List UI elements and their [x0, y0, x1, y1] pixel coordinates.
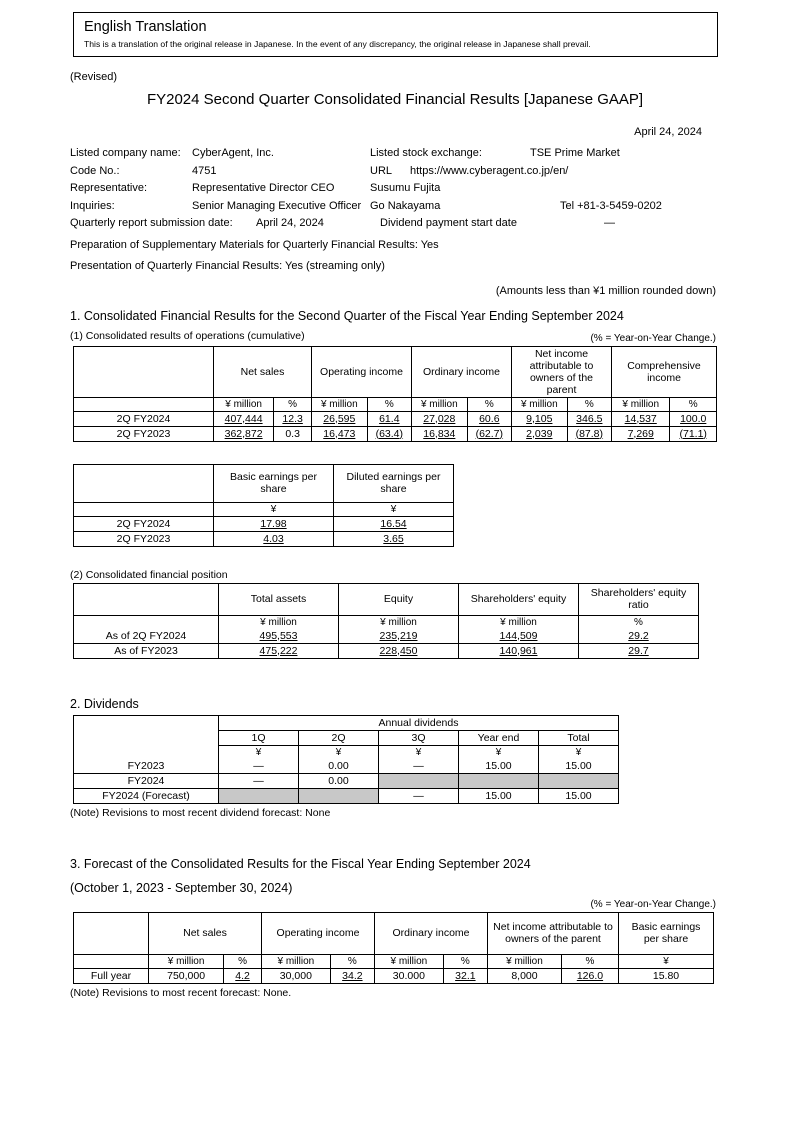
company-info — [70, 145, 720, 276]
unit-blank — [74, 397, 214, 411]
cell-2q: 0.00 — [299, 759, 379, 774]
unit-cell: % — [579, 615, 699, 629]
cell-net-income-pct: 346.5 — [567, 411, 611, 426]
table-unit-row — [74, 615, 699, 629]
col-header-1q: 1Q — [219, 730, 299, 745]
presentation-line: Presentation of Quarterly Financial Results: Yes (streaming only) — [70, 260, 385, 272]
cell-total-assets: 475,222 — [219, 643, 339, 658]
unit-cell: ¥ million — [612, 397, 670, 411]
unit-cell: ¥ million — [312, 397, 368, 411]
inquiries-label: Inquiries: — [70, 199, 115, 212]
table-row — [74, 643, 699, 658]
col-header-total-assets: Total assets — [219, 583, 339, 615]
cell-equity: 228,450 — [339, 643, 459, 658]
cell-net-sales: 362,872 — [214, 426, 274, 441]
section-2-title: 2. Dividends — [70, 696, 139, 711]
col-header-comprehensive-income: Comprehensive income — [612, 346, 717, 397]
cell-net-sales: 407,444 — [214, 411, 274, 426]
cell-net-sales-pct: 12.3 — [274, 411, 312, 426]
inquiries-name: Go Nakayama — [370, 199, 441, 212]
cell-net-income: 9,105 — [512, 411, 568, 426]
col-header-annual-dividends: Annual dividends — [219, 715, 619, 730]
col-header-basic-eps: Basic earnings per share — [214, 464, 334, 502]
unit-cell: ¥ — [459, 745, 539, 759]
company-info-row — [70, 215, 720, 233]
table-row — [74, 759, 619, 774]
col-header-2q: 2Q — [299, 730, 379, 745]
forecast-note: (Note) Revisions to most recent forecast: None. — [70, 986, 292, 999]
cell-operating-income-pct: 61.4 — [367, 411, 411, 426]
table-row — [74, 426, 717, 441]
col-header-basic-eps: Basic earnings per share — [619, 912, 714, 954]
section-1-yoy-note: (% = Year-on-Year Change.) — [590, 332, 716, 344]
cell-3q — [379, 773, 459, 788]
col-header-shareholders-equity: Shareholders' equity — [459, 583, 579, 615]
section-1-sub-2: (2) Consolidated financial position — [70, 568, 228, 581]
cell-shareholders-equity-ratio: 29.7 — [579, 643, 699, 658]
dividend-start-value: — — [604, 217, 615, 229]
row-label: As of FY2023 — [74, 643, 219, 658]
cell-2q: 0.00 — [299, 773, 379, 788]
listed-company-value: CyberAgent, Inc. — [192, 147, 274, 159]
cell-operating-income-pct: 34.2 — [330, 968, 374, 983]
cell-basic-eps: 4.03 — [214, 531, 334, 546]
quarterly-submission-label: Quarterly report submission date: — [70, 217, 233, 229]
page-title: FY2024 Second Quarter Consolidated Financial Results [Japanese GAAP] — [146, 91, 644, 108]
dividend-note: (Note) Revisions to most recent dividend forecast: None — [70, 806, 331, 819]
cell-diluted-eps: 3.65 — [334, 531, 454, 546]
cell-comprehensive-income-pct: (71.1) — [670, 426, 717, 441]
financial-position-table — [73, 583, 699, 659]
unit-cell: ¥ million — [512, 397, 568, 411]
cell-basic-eps: 15.80 — [619, 968, 714, 983]
listed-company-label: Listed company name: — [70, 147, 181, 159]
unit-cell: ¥ million — [149, 954, 224, 968]
table-row — [74, 629, 699, 644]
col-header-blank — [74, 583, 219, 615]
cell-2q — [299, 788, 379, 803]
table-row — [74, 411, 717, 426]
col-header-net-sales: Net sales — [149, 912, 262, 954]
unit-cell: % — [330, 954, 374, 968]
col-header-net-income-parent: Net income attributable to owners of the parent — [512, 346, 612, 397]
col-header-net-income-parent: Net income attributable to owners of the parent — [488, 912, 619, 954]
cell-total: 15.00 — [539, 788, 619, 803]
representative-name: Susumu Fujita — [370, 182, 441, 194]
row-label: 2Q FY2023 — [74, 531, 214, 546]
cell-net-income-pct: 126.0 — [561, 968, 618, 983]
col-header-blank — [74, 464, 214, 502]
row-label: FY2024 (Forecast) — [74, 788, 219, 803]
section-1-title: 1. Consolidated Financial Results for the Second Quarter of the Fiscal Year Ending September 2024 — [70, 308, 624, 323]
cell-net-sales: 750,000 — [149, 968, 224, 983]
forecast-table — [73, 912, 714, 984]
col-header-blank — [74, 912, 149, 954]
unit-cell: % — [561, 954, 618, 968]
cell-net-sales-pct: 0.3 — [274, 426, 312, 441]
cell-shareholders-equity: 144,509 — [459, 629, 579, 644]
code-value: 4751 — [192, 164, 217, 177]
col-header-operating-income: Operating income — [262, 912, 375, 954]
col-header-3q: 3Q — [379, 730, 459, 745]
unit-cell: ¥ — [334, 502, 454, 516]
cell-net-sales-pct: 4.2 — [224, 968, 262, 983]
cell-1q: — — [219, 759, 299, 774]
cell-diluted-eps: 16.54 — [334, 516, 454, 531]
section-3-yoy-note: (% = Year-on-Year Change.) — [590, 898, 716, 910]
unit-cell: ¥ million — [219, 615, 339, 629]
cell-ordinary-income: 16,834 — [412, 426, 468, 441]
section-1-sub-1: (1) Consolidated results of operations (cumulative) — [70, 329, 305, 342]
cell-3q: — — [379, 759, 459, 774]
unit-cell: ¥ million — [214, 397, 274, 411]
cell-comprehensive-income: 14,537 — [612, 411, 670, 426]
cell-net-income-pct: (87.8) — [567, 426, 611, 441]
table-row — [74, 773, 619, 788]
cell-year-end: 15.00 — [459, 759, 539, 774]
cell-operating-income: 16,473 — [312, 426, 368, 441]
unit-cell: % — [274, 397, 312, 411]
table-row — [74, 516, 454, 531]
col-header-blank-2 — [74, 730, 219, 745]
url-label: URL — [370, 164, 393, 177]
unit-cell: ¥ — [219, 745, 299, 759]
cell-ordinary-income-pct: 32.1 — [443, 968, 487, 983]
url-value[interactable]: https://www.cyberagent.co.jp/en/ — [410, 164, 569, 177]
per-share-table — [73, 464, 454, 547]
unit-cell: ¥ — [539, 745, 619, 759]
col-header-ordinary-income: Ordinary income — [412, 346, 512, 397]
table-unit-row — [74, 954, 714, 968]
row-label: 2Q FY2024 — [74, 411, 214, 426]
telephone-number: Tel +81-3-5459-0202 — [560, 199, 662, 212]
unit-cell: ¥ — [619, 954, 714, 968]
col-header-operating-income: Operating income — [312, 346, 412, 397]
exchange-label: Listed stock exchange: — [370, 147, 482, 159]
supplementary-materials-line: Preparation of Supplementary Materials for Quarterly Financial Results: Yes — [70, 238, 439, 251]
col-header-blank — [74, 715, 219, 730]
revised-label: (Revised) — [70, 71, 118, 83]
dividend-start-label: Dividend payment start date — [380, 217, 517, 229]
table-unit-row — [74, 397, 717, 411]
table-header-row — [74, 346, 717, 397]
unit-cell: ¥ million — [459, 615, 579, 629]
release-date: April 24, 2024 — [634, 126, 702, 138]
col-header-ordinary-income: Ordinary income — [375, 912, 488, 954]
cell-ordinary-income: 27,028 — [412, 411, 468, 426]
unit-cell: ¥ — [299, 745, 379, 759]
unit-cell: ¥ — [214, 502, 334, 516]
table-header-row — [74, 912, 714, 954]
cell-3q: — — [379, 788, 459, 803]
table-subheader-row — [74, 730, 619, 745]
cell-net-income: 8,000 — [488, 968, 562, 983]
row-label: FY2024 — [74, 773, 219, 788]
table-header-row — [74, 583, 699, 615]
cell-ordinary-income-pct: 60.6 — [467, 411, 511, 426]
company-info-row — [70, 180, 720, 198]
unit-cell: ¥ million — [488, 954, 562, 968]
col-header-year-end: Year end — [459, 730, 539, 745]
company-info-row — [70, 145, 720, 163]
inquiries-title: Senior Managing Executive Officer — [192, 199, 362, 212]
row-label: 2Q FY2024 — [74, 516, 214, 531]
col-header-shareholders-equity-ratio: Shareholders' equity ratio — [579, 583, 699, 615]
unit-cell: % — [670, 397, 717, 411]
table-row — [74, 788, 619, 803]
unit-cell: % — [567, 397, 611, 411]
cell-total — [539, 773, 619, 788]
cell-equity: 235,219 — [339, 629, 459, 644]
cell-total: 15.00 — [539, 759, 619, 774]
cell-year-end: 15.00 — [459, 788, 539, 803]
consolidated-results-table — [73, 346, 717, 442]
col-header-diluted-eps: Diluted earnings per share — [334, 464, 454, 502]
unit-cell: ¥ million — [262, 954, 331, 968]
table-unit-row — [74, 745, 619, 759]
company-info-row — [70, 163, 720, 181]
unit-cell: % — [467, 397, 511, 411]
unit-cell: ¥ million — [339, 615, 459, 629]
cell-shareholders-equity: 140,961 — [459, 643, 579, 658]
table-row — [74, 531, 454, 546]
representative-title: Representative Director CEO — [192, 182, 335, 194]
table-unit-row — [74, 502, 454, 516]
row-label: 2Q FY2023 — [74, 426, 214, 441]
cell-operating-income: 26,595 — [312, 411, 368, 426]
code-label: Code No.: — [70, 164, 120, 177]
unit-cell: % — [443, 954, 487, 968]
unit-cell: % — [224, 954, 262, 968]
english-translation-title: English Translation — [84, 19, 207, 35]
cell-basic-eps: 17.98 — [214, 516, 334, 531]
unit-blank — [74, 954, 149, 968]
cell-total-assets: 495,553 — [219, 629, 339, 644]
table-header-row — [74, 464, 454, 502]
cell-net-income: 2,039 — [512, 426, 568, 441]
cell-ordinary-income-pct: (62.7) — [467, 426, 511, 441]
amounts-rounding-note: (Amounts less than ¥1 million rounded down) — [495, 284, 716, 297]
exchange-value: TSE Prime Market — [530, 147, 620, 159]
dividends-table — [73, 715, 619, 804]
unit-cell: % — [367, 397, 411, 411]
representative-label: Representative: — [70, 182, 148, 194]
cell-ordinary-income: 30.000 — [375, 968, 444, 983]
table-header-row — [74, 715, 619, 730]
cell-1q: — — [219, 773, 299, 788]
section-3-title: 3. Forecast of the Consolidated Results for the Fiscal Year Ending September 2024 — [70, 856, 531, 871]
col-header-equity: Equity — [339, 583, 459, 615]
english-translation-note: This is a translation of the original release in Japanese. In the event of any discrepancy, the original release in Japanese shall prevail. — [84, 39, 591, 49]
row-label: Full year — [74, 968, 149, 983]
unit-cell: ¥ — [379, 745, 459, 759]
unit-blank — [74, 745, 219, 759]
quarterly-submission-value: April 24, 2024 — [256, 217, 324, 229]
unit-cell: ¥ million — [375, 954, 444, 968]
row-label: FY2023 — [74, 759, 219, 774]
table-row — [74, 968, 714, 983]
unit-blank — [74, 502, 214, 516]
cell-operating-income-pct: (63.4) — [367, 426, 411, 441]
company-info-row — [70, 198, 720, 216]
cell-operating-income: 30,000 — [262, 968, 331, 983]
cell-year-end — [459, 773, 539, 788]
english-translation-box — [73, 12, 718, 57]
cell-1q — [219, 788, 299, 803]
col-header-net-sales: Net sales — [214, 346, 312, 397]
col-header-blank — [74, 346, 214, 397]
row-label: As of 2Q FY2024 — [74, 629, 219, 644]
cell-comprehensive-income-pct: 100.0 — [670, 411, 717, 426]
section-3-period: (October 1, 2023 - September 30, 2024) — [70, 880, 293, 895]
unit-cell: ¥ million — [412, 397, 468, 411]
unit-blank — [74, 615, 219, 629]
col-header-total: Total — [539, 730, 619, 745]
document-content — [70, 12, 720, 999]
cell-shareholders-equity-ratio: 29.2 — [579, 629, 699, 644]
cell-comprehensive-income: 7,269 — [612, 426, 670, 441]
